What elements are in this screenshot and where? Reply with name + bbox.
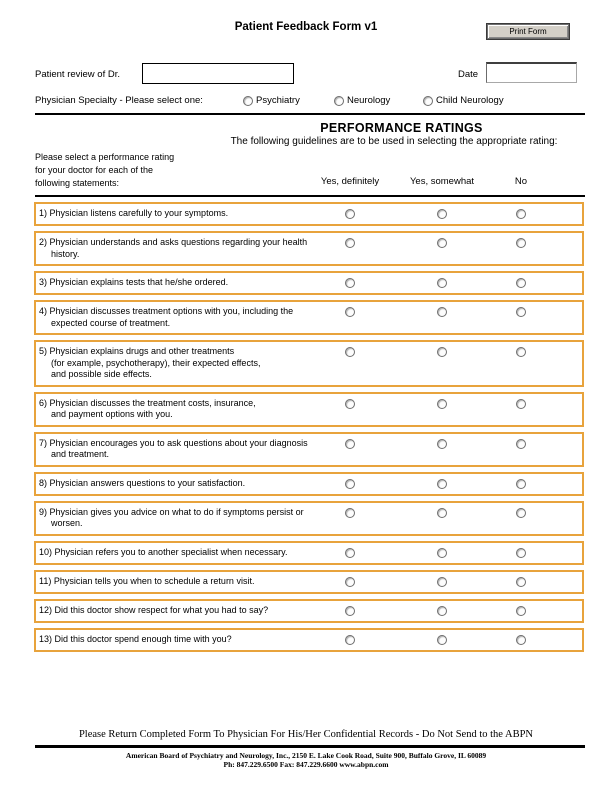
abpn-address: American Board of Psychiatry and Neurology, Inc., 2150 E. Lake Cook Road, Suite 900, Buffalo Grove, IL 60089 [125,751,487,760]
ratings-rows [34,202,584,657]
radio-no[interactable] [516,439,526,449]
radio-yes-definitely[interactable] [345,238,355,248]
radio-yes-definitely[interactable] [345,347,355,357]
specialty-label: Physician Specialty - Please select one: [35,95,203,106]
statement-text: 11) Physician tells you when to schedule a return visit. [39,575,255,586]
psychiatry-radio-icon[interactable] [243,96,253,106]
rating-row [34,231,584,266]
child-neurology-radio-icon[interactable] [423,96,433,106]
radio-no[interactable] [516,399,526,409]
column-header-yes-definitely: Yes, definitely [320,176,380,187]
specialty-divider [35,113,585,115]
radio-yes-definitely[interactable] [345,606,355,616]
radio-yes-definitely[interactable] [345,209,355,219]
rating-row [34,472,584,496]
radio-yes-somewhat[interactable] [437,508,447,518]
specialty-option-label: Child Neurology [436,95,504,106]
specialty-option-neurology[interactable] [334,95,390,106]
rating-row [34,541,584,565]
patient-review-label: Patient review of Dr. [35,69,121,80]
abpn-contact: Ph: 847.229.6500 Fax: 847.229.6600 www.abpn.com [223,760,389,769]
statement-text: 5) Physician explains drugs and other treatments (for example, psychotherapy), their expected effects, and possible side effects. [39,346,261,379]
rating-row [34,271,584,295]
radio-yes-somewhat[interactable] [437,606,447,616]
statement-text: 9) Physician gives you advice on what to do if symptoms persist or worsen. [39,506,304,528]
radio-yes-definitely[interactable] [345,439,355,449]
radio-yes-somewhat[interactable] [437,548,447,558]
rating-row [34,202,584,226]
radio-yes-somewhat[interactable] [437,278,447,288]
rating-row [34,340,584,387]
rating-row [34,432,584,467]
radio-yes-somewhat[interactable] [437,399,447,409]
radio-no[interactable] [516,347,526,357]
radio-no[interactable] [516,238,526,248]
radio-no[interactable] [516,635,526,645]
radio-yes-definitely[interactable] [345,577,355,587]
radio-yes-somewhat[interactable] [437,347,447,357]
radio-yes-somewhat[interactable] [437,209,447,219]
rating-row [34,628,584,652]
radio-no[interactable] [516,479,526,489]
statement-text: 10) Physician refers you to another specialist when necessary. [39,546,288,557]
statement-text: 1) Physician listens carefully to your symptoms. [39,208,229,218]
column-header-no: No [514,176,528,187]
neurology-radio-icon[interactable] [334,96,344,106]
statement-text: 2) Physician understands and asks questions regarding your health history. [39,237,308,259]
specialty-option-psychiatry[interactable] [243,95,300,106]
radio-yes-somewhat[interactable] [437,635,447,645]
specialty-option-label: Psychiatry [256,95,300,106]
radio-no[interactable] [516,548,526,558]
performance-ratings-title: PERFORMANCE RATINGS [320,121,483,135]
return-instructions: Please Return Completed Form To Physician For His/Her Confidential Records - Do Not Send to the ABPN [78,729,534,740]
specialty-option-child-neurology[interactable] [423,95,504,106]
doctor-name-field[interactable] [142,63,294,84]
radio-yes-somewhat[interactable] [437,577,447,587]
radio-yes-definitely[interactable] [345,548,355,558]
radio-yes-definitely[interactable] [345,479,355,489]
radio-yes-somewhat[interactable] [437,238,447,248]
radio-no[interactable] [516,508,526,518]
radio-yes-definitely[interactable] [345,508,355,518]
statement-text: 3) Physician explains tests that he/she ordered. [39,277,229,287]
page-title: Patient Feedback Form v1 [234,21,378,33]
guidelines-text: The following guidelines are to be used in selecting the appropriate rating: [230,136,558,147]
radio-yes-definitely[interactable] [345,307,355,317]
radio-no[interactable] [516,577,526,587]
statement-text: 7) Physician encourages you to ask questions about your diagnosis and treatment. [39,437,308,459]
date-label: Date [458,69,479,80]
rating-row [34,300,584,335]
radio-no[interactable] [516,307,526,317]
rating-row [34,570,584,594]
footer-divider [35,745,585,748]
radio-no[interactable] [516,278,526,288]
specialty-option-label: Neurology [347,95,391,106]
statement-text: 8) Physician answers questions to your satisfaction. [39,477,246,488]
column-header-yes-somewhat: Yes, somewhat [409,176,475,187]
statement-text: 6) Physician discusses the treatment costs, insurance, and payment options with you. [39,397,256,419]
print-form-button[interactable]: Print Form [487,24,569,39]
radio-yes-definitely[interactable] [345,399,355,409]
statement-text: 13) Did this doctor spend enough time with you? [39,633,232,644]
radio-yes-definitely[interactable] [345,635,355,645]
rating-row [34,599,584,623]
statement-text: 4) Physician discusses treatment options with you, including the expected course of treatment. [39,306,294,328]
instructions-text: Please select a performance rating for your doctor for each of the following statements: [35,152,175,188]
radio-yes-definitely[interactable] [345,278,355,288]
rating-row [34,501,584,536]
ratings-header-rule [35,195,585,197]
date-field[interactable] [486,62,577,83]
radio-yes-somewhat[interactable] [437,479,447,489]
radio-yes-somewhat[interactable] [437,307,447,317]
statement-text: 12) Did this doctor show respect for what you had to say? [39,604,269,615]
rating-row [34,392,584,427]
radio-no[interactable] [516,606,526,616]
radio-no[interactable] [516,209,526,219]
radio-yes-somewhat[interactable] [437,439,447,449]
